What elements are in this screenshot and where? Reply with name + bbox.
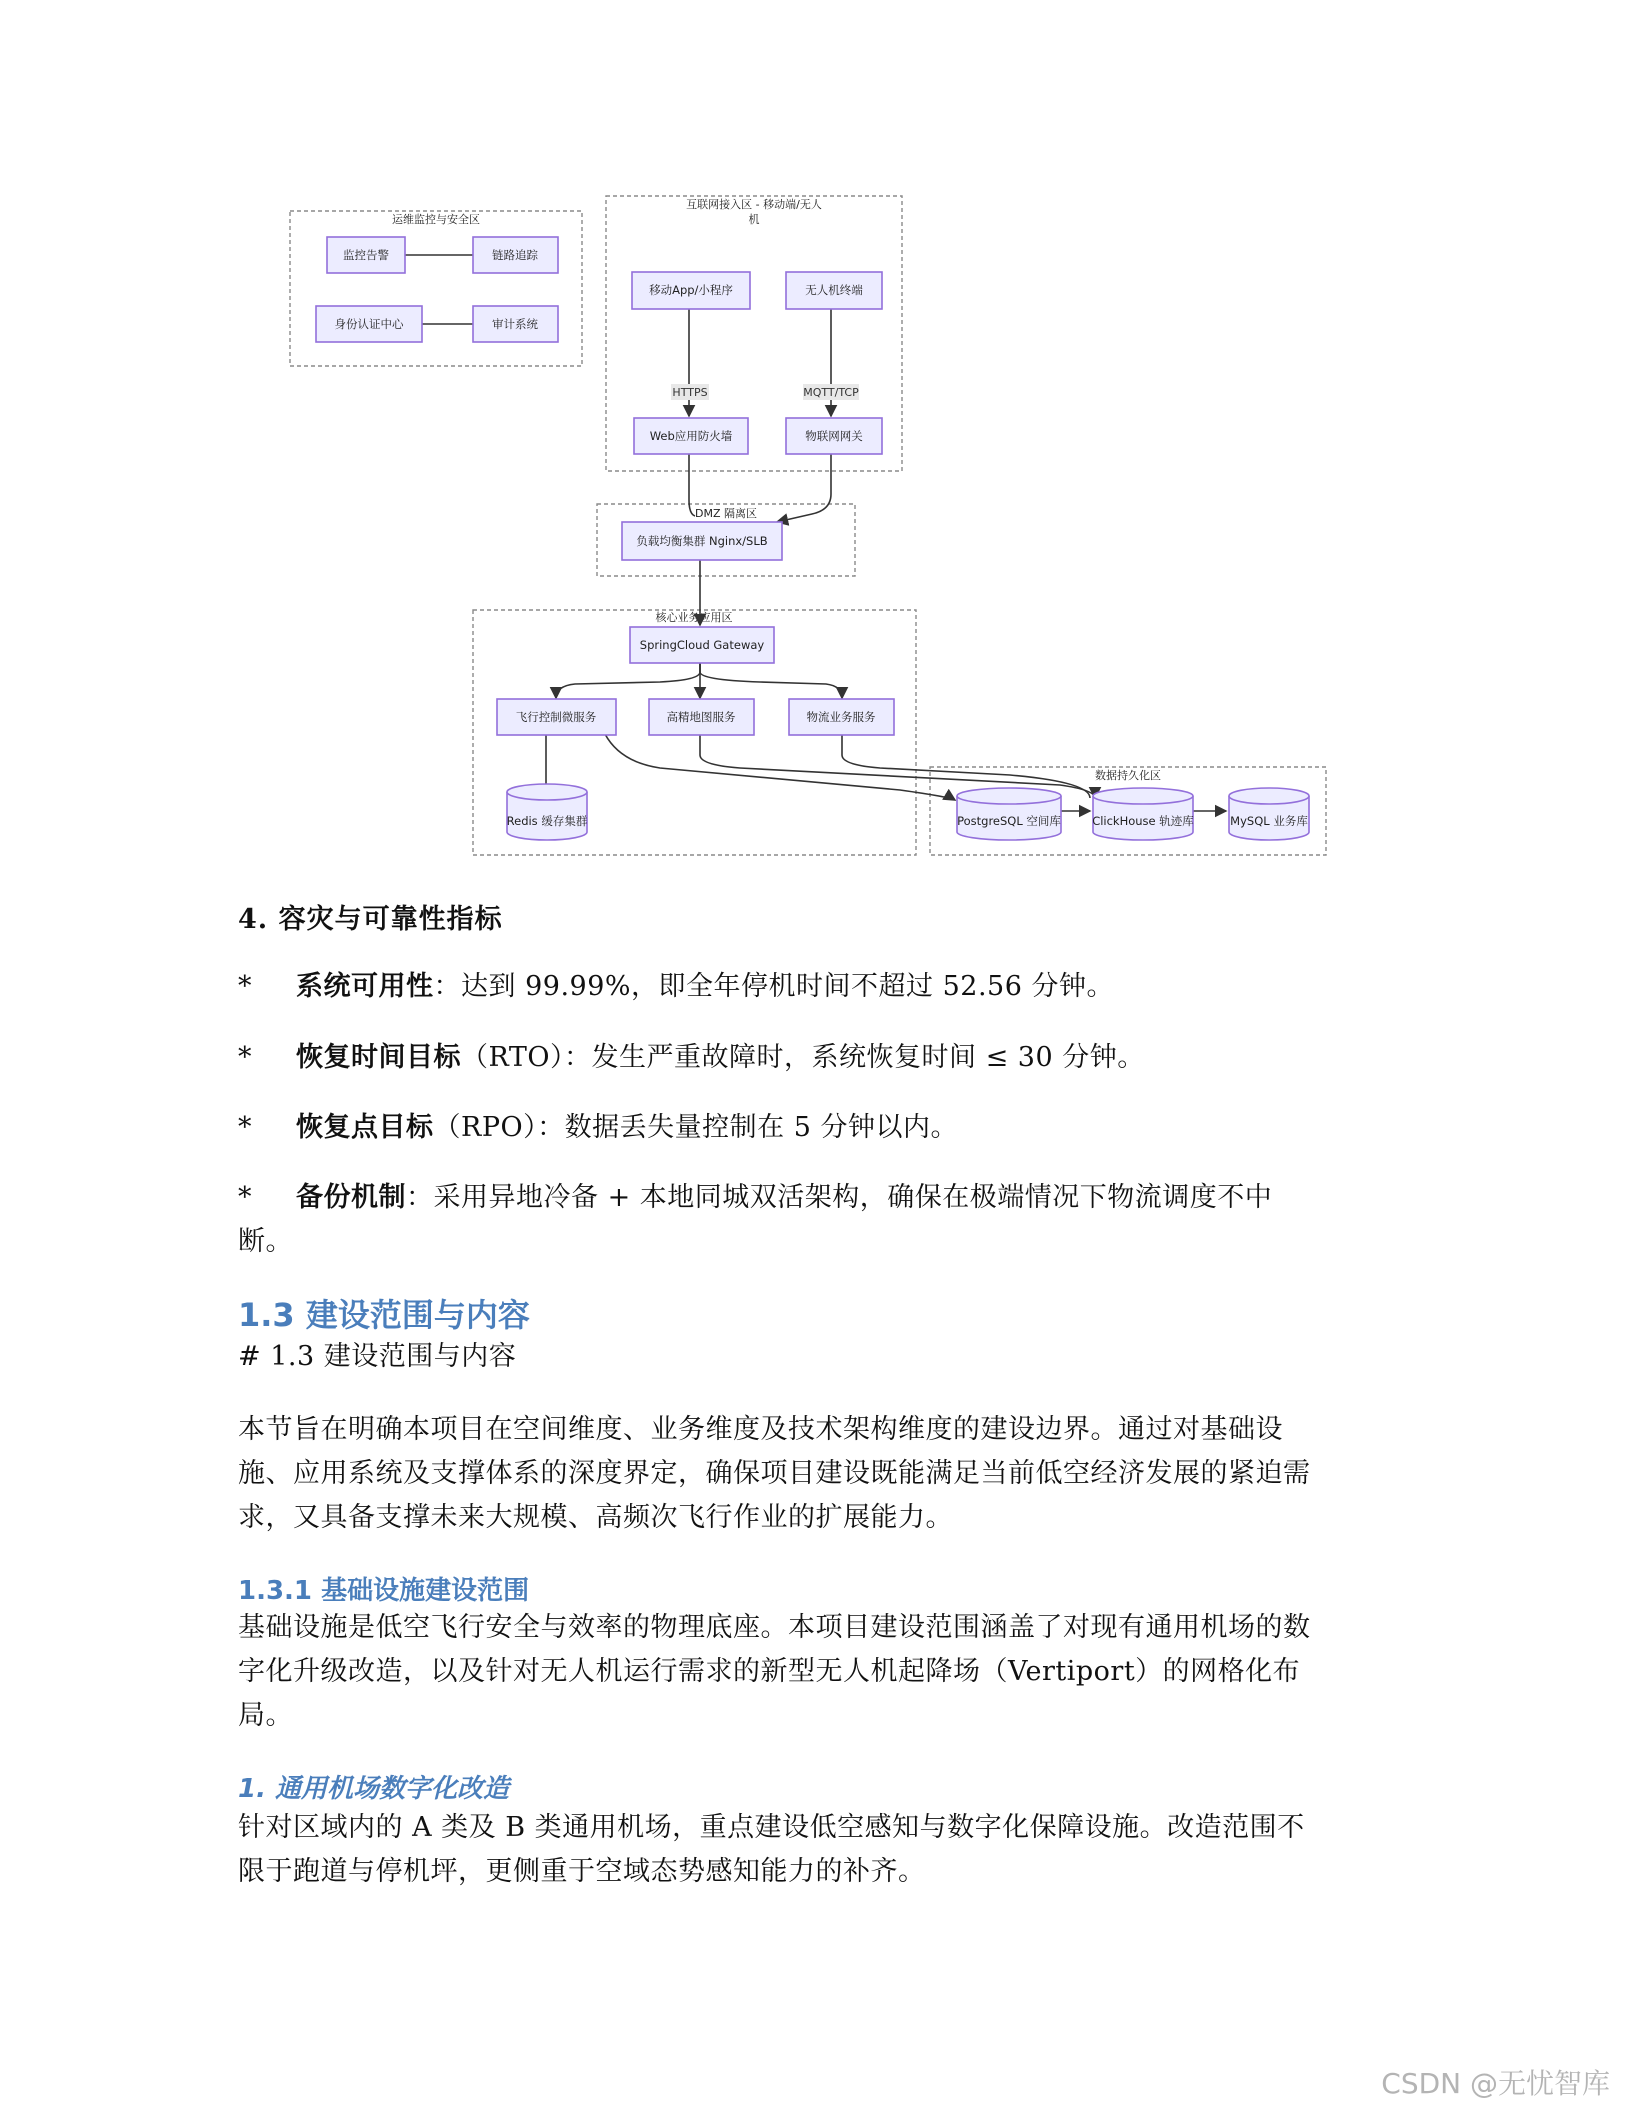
airport-paragraph: 针对区域内的 A 类及 B 类通用机场，重点建设低空感知与数字化保障设施。改造范围不 限于跑道与停机坪，更侧重于空域态势感知能力的补齐。 [238,1812,1305,1887]
svg-text:PostgreSQL 空间库: PostgreSQL 空间库 [957,814,1061,828]
svg-text:无人机终端: 无人机终端 [805,283,863,297]
subsection-heading-1-3-1: 1.3.1 基础设施建设范围 [238,1576,530,1606]
svg-text:SpringCloud Gateway: SpringCloud Gateway [639,638,765,652]
svg-text:高精地图服务: 高精地图服务 [666,710,736,724]
architecture-diagram [0,0,1632,880]
svg-text:数据持久化区: 数据持久化区 [1095,769,1161,782]
svg-text:移动App/小程序: 移动App/小程序 [649,283,733,297]
svg-text:运维监控与安全区: 运维监控与安全区 [392,213,480,226]
infrastructure-paragraph: 基础设施是低空飞行安全与效率的物理底座。本项目建设范围涵盖了对现有通用机场的数 字化升级改造，以及针对无人机运行需求的新型无人机起降场（Vertiport）的网格化布 局。 [238,1612,1311,1731]
bullet-availability: * 系统可用性：达到 99.99%，即全年停机时间不超过 52.56 分钟。 [238,971,1114,1002]
bullet-rpo: * 恢复点目标（RPO）：数据丢失量控制在 5 分钟以内。 [238,1112,958,1143]
svg-text:DMZ 隔离区: DMZ 隔离区 [695,507,757,520]
svg-text:监控告警: 监控告警 [343,248,389,262]
svg-text:HTTPS: HTTPS [672,386,708,399]
svg-text:核心业务应用区: 核心业务应用区 [655,611,733,624]
node-flight [497,699,616,735]
svg-text:链路追踪: 链路追踪 [492,248,538,262]
svg-text:飞行控制微服务: 飞行控制微服务 [515,710,597,724]
node-mobile [632,272,750,309]
svg-text:ClickHouse 轨迹库: ClickHouse 轨迹库 [1092,814,1194,828]
node-auth [316,306,422,342]
intro-paragraph: 本节旨在明确本项目在空间维度、业务维度及技术架构维度的建设边界。通过对基础设 施、应用系统及支撑体系的深度界定，确保项目建设既能满足当前低空经济发展的紧迫需 求，又具备支撑未来大规模、高频次飞行作业的扩展能力。 [238,1414,1311,1533]
node-lb [622,522,782,560]
svg-text:MySQL 业务库: MySQL 业务库 [1230,814,1308,828]
node-postgres [957,788,1061,840]
section-heading-1-3: 1.3 建设范围与内容 [238,1296,530,1334]
node-logistics [789,699,894,735]
edge-label-https [671,384,709,400]
node-audit [473,306,558,342]
node-gateway [630,627,774,663]
edge-label-mqtt [803,384,859,400]
markdown-heading: # 1.3 建设范围与内容 [238,1341,517,1372]
node-drone [786,272,882,309]
svg-text:互联网接入区 - 移动端/无人: 互联网接入区 - 移动端/无人 [686,198,822,211]
node-waf [634,418,748,454]
node-map [649,699,754,735]
bullet-backup: * 备份机制：采用异地冷备 + 本地同城双活架构，确保在极端情况下物流调度不中 断。 [238,1182,1273,1257]
svg-text:机: 机 [748,213,760,226]
svg-text:MQTT/TCP: MQTT/TCP [803,386,859,399]
node-iot [786,418,882,454]
node-redis [507,784,588,840]
csdn-watermark: CSDN @无忧智库 [1381,2067,1610,2100]
svg-text:Redis 缓存集群: Redis 缓存集群 [506,814,588,828]
node-clickhouse [1092,788,1194,840]
svg-text:物联网网关: 物联网网关 [805,429,863,443]
node-trace [473,237,558,273]
bullet-rto: * 恢复时间目标（RTO）：发生严重故障时，系统恢复时间 ≤ 30 分钟。 [238,1042,1145,1073]
svg-text:负载均衡集群 Nginx/SLB: 负载均衡集群 Nginx/SLB [636,534,768,548]
item-heading-airport: 1. 通用机场数字化改造 [238,1774,510,1804]
section4-title: 4. 容灾与可靠性指标 [238,904,503,935]
node-monitor [327,237,405,273]
svg-text:物流业务服务: 物流业务服务 [806,710,876,724]
svg-text:审计系统: 审计系统 [492,317,538,331]
svg-text:身份认证中心: 身份认证中心 [334,317,404,331]
node-mysql [1229,788,1309,840]
svg-text:Web应用防火墙: Web应用防火墙 [649,429,733,443]
